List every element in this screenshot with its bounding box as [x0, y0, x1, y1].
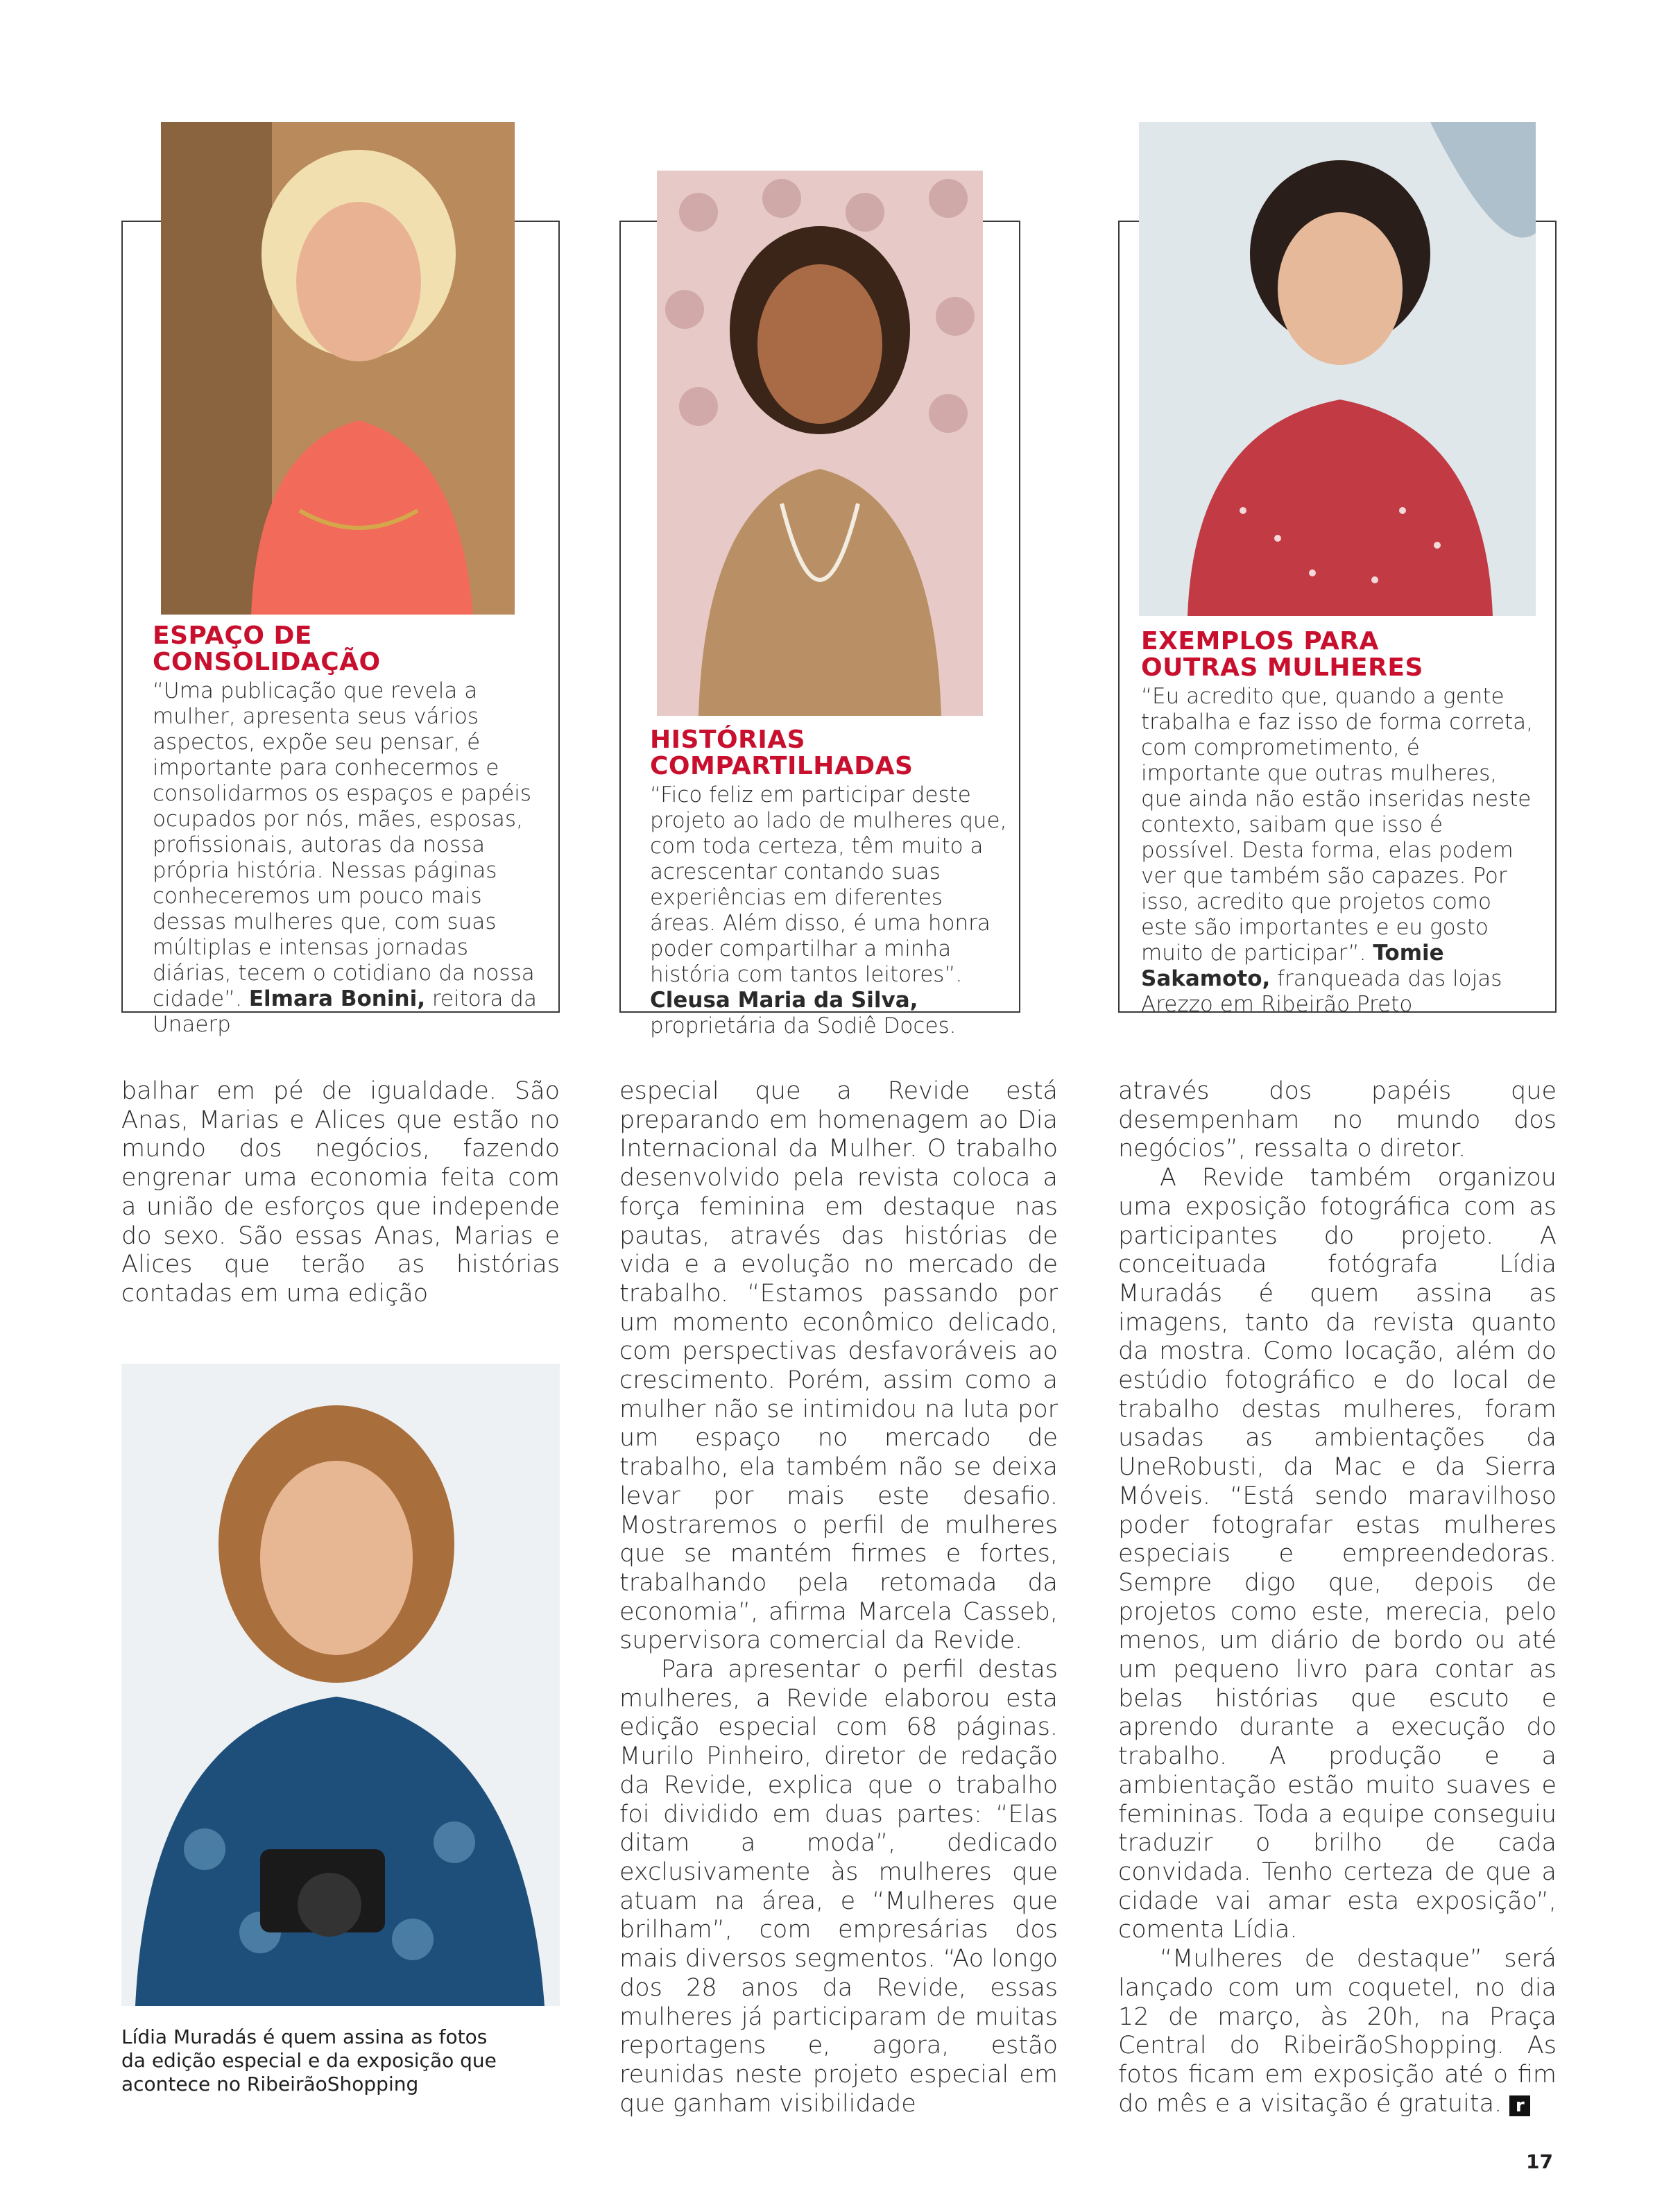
quote-body-3 — [1141, 684, 1535, 1018]
portrait-photo-2 — [657, 171, 983, 716]
article-paragraph-text: “Mulheres de destaque” será lançado com um coquetel, no dia 12 de março, às 20h, na Praça Central do RibeirãoShopping. As fotos ficam em exposição até o fim do mês e a visitação é gratuita. — [1118, 1945, 1557, 2118]
quote-body-2 — [650, 782, 1011, 1039]
portrait-illustration-3 — [1139, 122, 1536, 616]
article-paragraph: balhar em pé de igualdade. São Anas, Marias e Alices que estão no mundo dos negócios, fazendo engrenar uma economia feita com a união de esforços que independe do sexo. São essas Anas, Marias e Alices que terão as histórias contadas em uma edição — [121, 1077, 560, 1308]
article-column-1 — [121, 1077, 560, 1309]
article-paragraph: especial que a Revide está preparando em homenagem ao Dia Internacional da Mulher. O trabalho desenvolvido pela revista coloca a força feminina em destaque nas pautas, através das histórias de vida e a evolução no mercado de trabalho. “Estamos passando por um momento econômico delicado, com perspectivas desfavoráveis ao crescimento. Porém, assim como a mulher não se intimidou na luta por um espaço no mercado de trabalho, ela também não se deixa levar por mais este desafio. Mostraremos o perfil de mulheres que se mantém firmes e fortes, trabalhando pela retomada da economia”, afirma Marcela Casseb, supervisora comercial da Revide. — [619, 1077, 1058, 1655]
portrait-photo-1 — [161, 122, 515, 615]
article-paragraph: Para apresentar o perfil destas mulheres, a Revide elaborou esta edição especial com 68 páginas. Murilo Pinheiro, diretor de redação da Revide, explica que o trabalho foi dividido em duas partes: “Elas ditam a moda”, dedicado exclusivamente às mulheres que atuam na área, e “Mulheres que brilham”, com empresárias dos mais diversos segmentos. “Ao longo dos 28 anos da Revide, essas mulheres já participaram de muitas reportagens e, agora, estão reunidas neste projeto especial em que ganham visibilidade — [619, 1656, 1058, 2118]
quote-text-2: “Fico feliz em participar deste projeto ao lado de mulheres que, com toda certeza, têm muito a acrescentar contando suas experiências em diferentes áreas. Além disso, é uma honra poder compartilhar a minha história com tantos leitores”. — [650, 782, 1007, 987]
quote-text-3: “Eu acredito que, quando a gente trabalha e faz isso de forma correta, com comprometimento, é importante que outras mulheres, que ainda não estão inseridas neste contexto, saibam que isso é possível. Desta forma, elas podem ver que também são capazes. Por isso, acredito que projetos como este são importantes e eu gosto muito de participar”. — [1141, 684, 1534, 966]
portrait-photo-3 — [1139, 122, 1536, 616]
end-of-article-icon: r — [1509, 2095, 1530, 2116]
quote-3 — [1141, 628, 1535, 1018]
quote-role-1: reitora da Unaerp — [153, 986, 537, 1037]
quote-author-2: Cleusa Maria da Silva, — [650, 988, 918, 1013]
photo-caption: Lídia Muradás é quem assina as fotos da edição especial e da exposição que acontece no RibeirãoShopping — [121, 2025, 497, 2095]
page-number: 17 — [1526, 2150, 1553, 2173]
portrait-illustration-2 — [657, 171, 983, 716]
quote-1 — [153, 623, 541, 1038]
photographer-photo — [121, 1364, 560, 2006]
quote-text-1: “Uma publicação que revela a mulher, apresenta seus vários aspectos, expõe seu pensar, é importante para conhecermos e consolidarmos os espaços e papéis ocupados por nós, mães, esposas, profissionais, autoras da nossa própria história. Nessas páginas conheceremos um pouco mais dessas mulheres que, com suas múltiplas e intensas jornadas diárias, tecem o cotidiano da nossa cidade”. — [153, 678, 535, 1011]
article-paragraph: através dos papéis que desempenham no mundo dos negócios”, ressalta o diretor. — [1118, 1077, 1557, 1163]
quote-role-3: franqueada das lojas Arezzo em Ribeirão Preto — [1141, 966, 1502, 1017]
quote-author-3: Tomie Sakamoto, — [1141, 941, 1444, 991]
article-paragraph: A Revide também organizou uma exposição fotográfica com as participantes do projeto. A conceituada fotógrafa Lídia Muradás é quem assina as imagens, tanto da revista quanto da mostra. Como locação, além do estúdio fotográfico e do local de trabalho destas mulheres, foram usadas as ambientações da UneRobusti, da Mac e da Sierra Móveis. “Está sendo maravilhoso poder fotografar estas mulheres especiais e empreendedoras. Sempre digo que, depois de projetos como este, merecia, pelo menos, um diário de bordo ou até um pequeno livro para contar as belas histórias que escuto e aprendo durante a execução do trabalho. A produção e a ambientação estão muito suaves e femininas. Toda a equipe conseguiu traduzir o brilho de cada convidada. Tenho certeza de que a cidade vai amar esta exposição”, comenta Lídia. — [1118, 1164, 1557, 1944]
quote-title-3: EXEMPLOS PARA OUTRAS MULHERES — [1141, 627, 1423, 682]
portrait-illustration-1 — [161, 122, 515, 615]
quote-2 — [650, 727, 1011, 1039]
quote-body-1 — [153, 678, 541, 1038]
quote-title-2: HISTÓRIAS COMPARTILHADAS — [650, 726, 914, 780]
article-column-3 — [1118, 1077, 1557, 2118]
article-column-2 — [619, 1077, 1058, 2118]
quote-author-1: Elmara Bonini, — [248, 986, 425, 1011]
photographer-illustration — [121, 1364, 560, 2006]
quote-role-2: proprietária da Sodiê Doces. — [650, 1013, 957, 1038]
article-paragraph-last — [1118, 1945, 1557, 2118]
quote-title-1: ESPAÇO DE CONSOLIDAÇÃO — [153, 621, 381, 676]
